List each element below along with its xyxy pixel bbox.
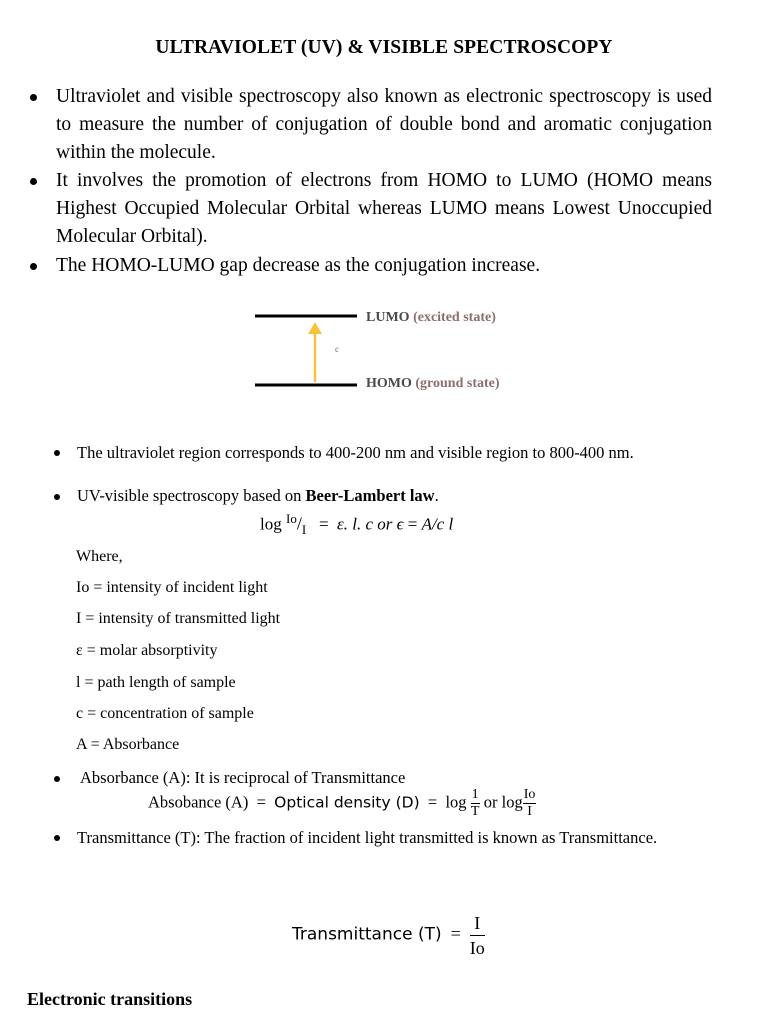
section-heading: Electronic transitions (27, 989, 193, 1009)
where-item: c = concentration of sample (76, 705, 254, 722)
bullet-dot (30, 263, 37, 270)
io-symbol: Io (285, 511, 297, 526)
fraction-io-over-i: $\frac{Io}{I}$ (523, 787, 536, 819)
where-item: I = intensity of transmitted light (76, 610, 281, 627)
transmittance-formula: Transmittance (T) = $\frac{I}{Io}$ (292, 913, 485, 958)
where-item: A = Absorbance (76, 736, 180, 753)
lumo-text: LUMO (366, 310, 410, 325)
fraction-1-over-t: $\frac{1}{T}$ (470, 787, 480, 819)
beer-lambert-law: Beer-Lambert law (305, 486, 435, 505)
beer-lambert-formula: $\log ^{Io}/_I$ = ε. l. c or ϵ = A/c l (260, 511, 454, 538)
absorbance-text: Absorbance (A): It is reciprocal of Transmittance (80, 768, 406, 787)
homo-lumo-diagram (255, 302, 555, 402)
beer-lambert-text: UV-visible spectroscopy based on Beer-Lambert law. (77, 486, 439, 505)
energy-symbol: є (335, 344, 339, 354)
arrow-head-icon (308, 322, 322, 334)
homo-label (366, 376, 500, 392)
absorbance-formula: Absobance (A) = Optical density (D) = log $\frac{1}{T}$ or log $\frac{Io}{I}$ (148, 787, 536, 819)
where-item: Io = intensity of incident light (76, 579, 268, 596)
transmittance-text: Transmittance (T): The fraction of incident light transmitted is known as Transmittance. (77, 828, 658, 847)
where-heading: Where, (76, 548, 123, 565)
bullet-dot (30, 178, 37, 185)
bullet-dot (54, 776, 60, 782)
uv-region-text: The ultraviolet region corresponds to 400-200 nm and visible region to 800-400 nm. (77, 443, 634, 462)
bullet-dot (30, 94, 37, 101)
bullet-dot (54, 835, 60, 841)
fraction-i-over-io: $\frac{I}{Io}$ (469, 913, 485, 958)
lumo-state-text: (excited state) (413, 310, 496, 325)
bullet-dot (54, 450, 60, 456)
bullet-text-1: Ultraviolet and visible spectroscopy also known as electronic spectroscopy is used to measure the number of conjugation of double bond and aromatic conjugation within the molecule. (56, 86, 712, 163)
where-item: l = path length of sample (76, 674, 236, 691)
bullet-dot (54, 494, 60, 500)
where-item: ε = molar absorptivity (76, 642, 218, 659)
homo-state-text: (ground state) (415, 376, 500, 391)
bullet-text-3: The HOMO-LUMO gap decrease as the conjugation increase. (56, 255, 541, 276)
bullet-text-2: It involves the promotion of electrons from HOMO to LUMO (HOMO means Highest Occupied Molecular Orbital whereas LUMO means Lowest Unoccupied Molecular Orbital). (56, 170, 712, 247)
homo-text: HOMO (366, 376, 412, 391)
page-title: ULTRAVIOLET (UV) & VISIBLE SPECTROSCOPY (155, 37, 613, 58)
lumo-label (366, 310, 496, 326)
